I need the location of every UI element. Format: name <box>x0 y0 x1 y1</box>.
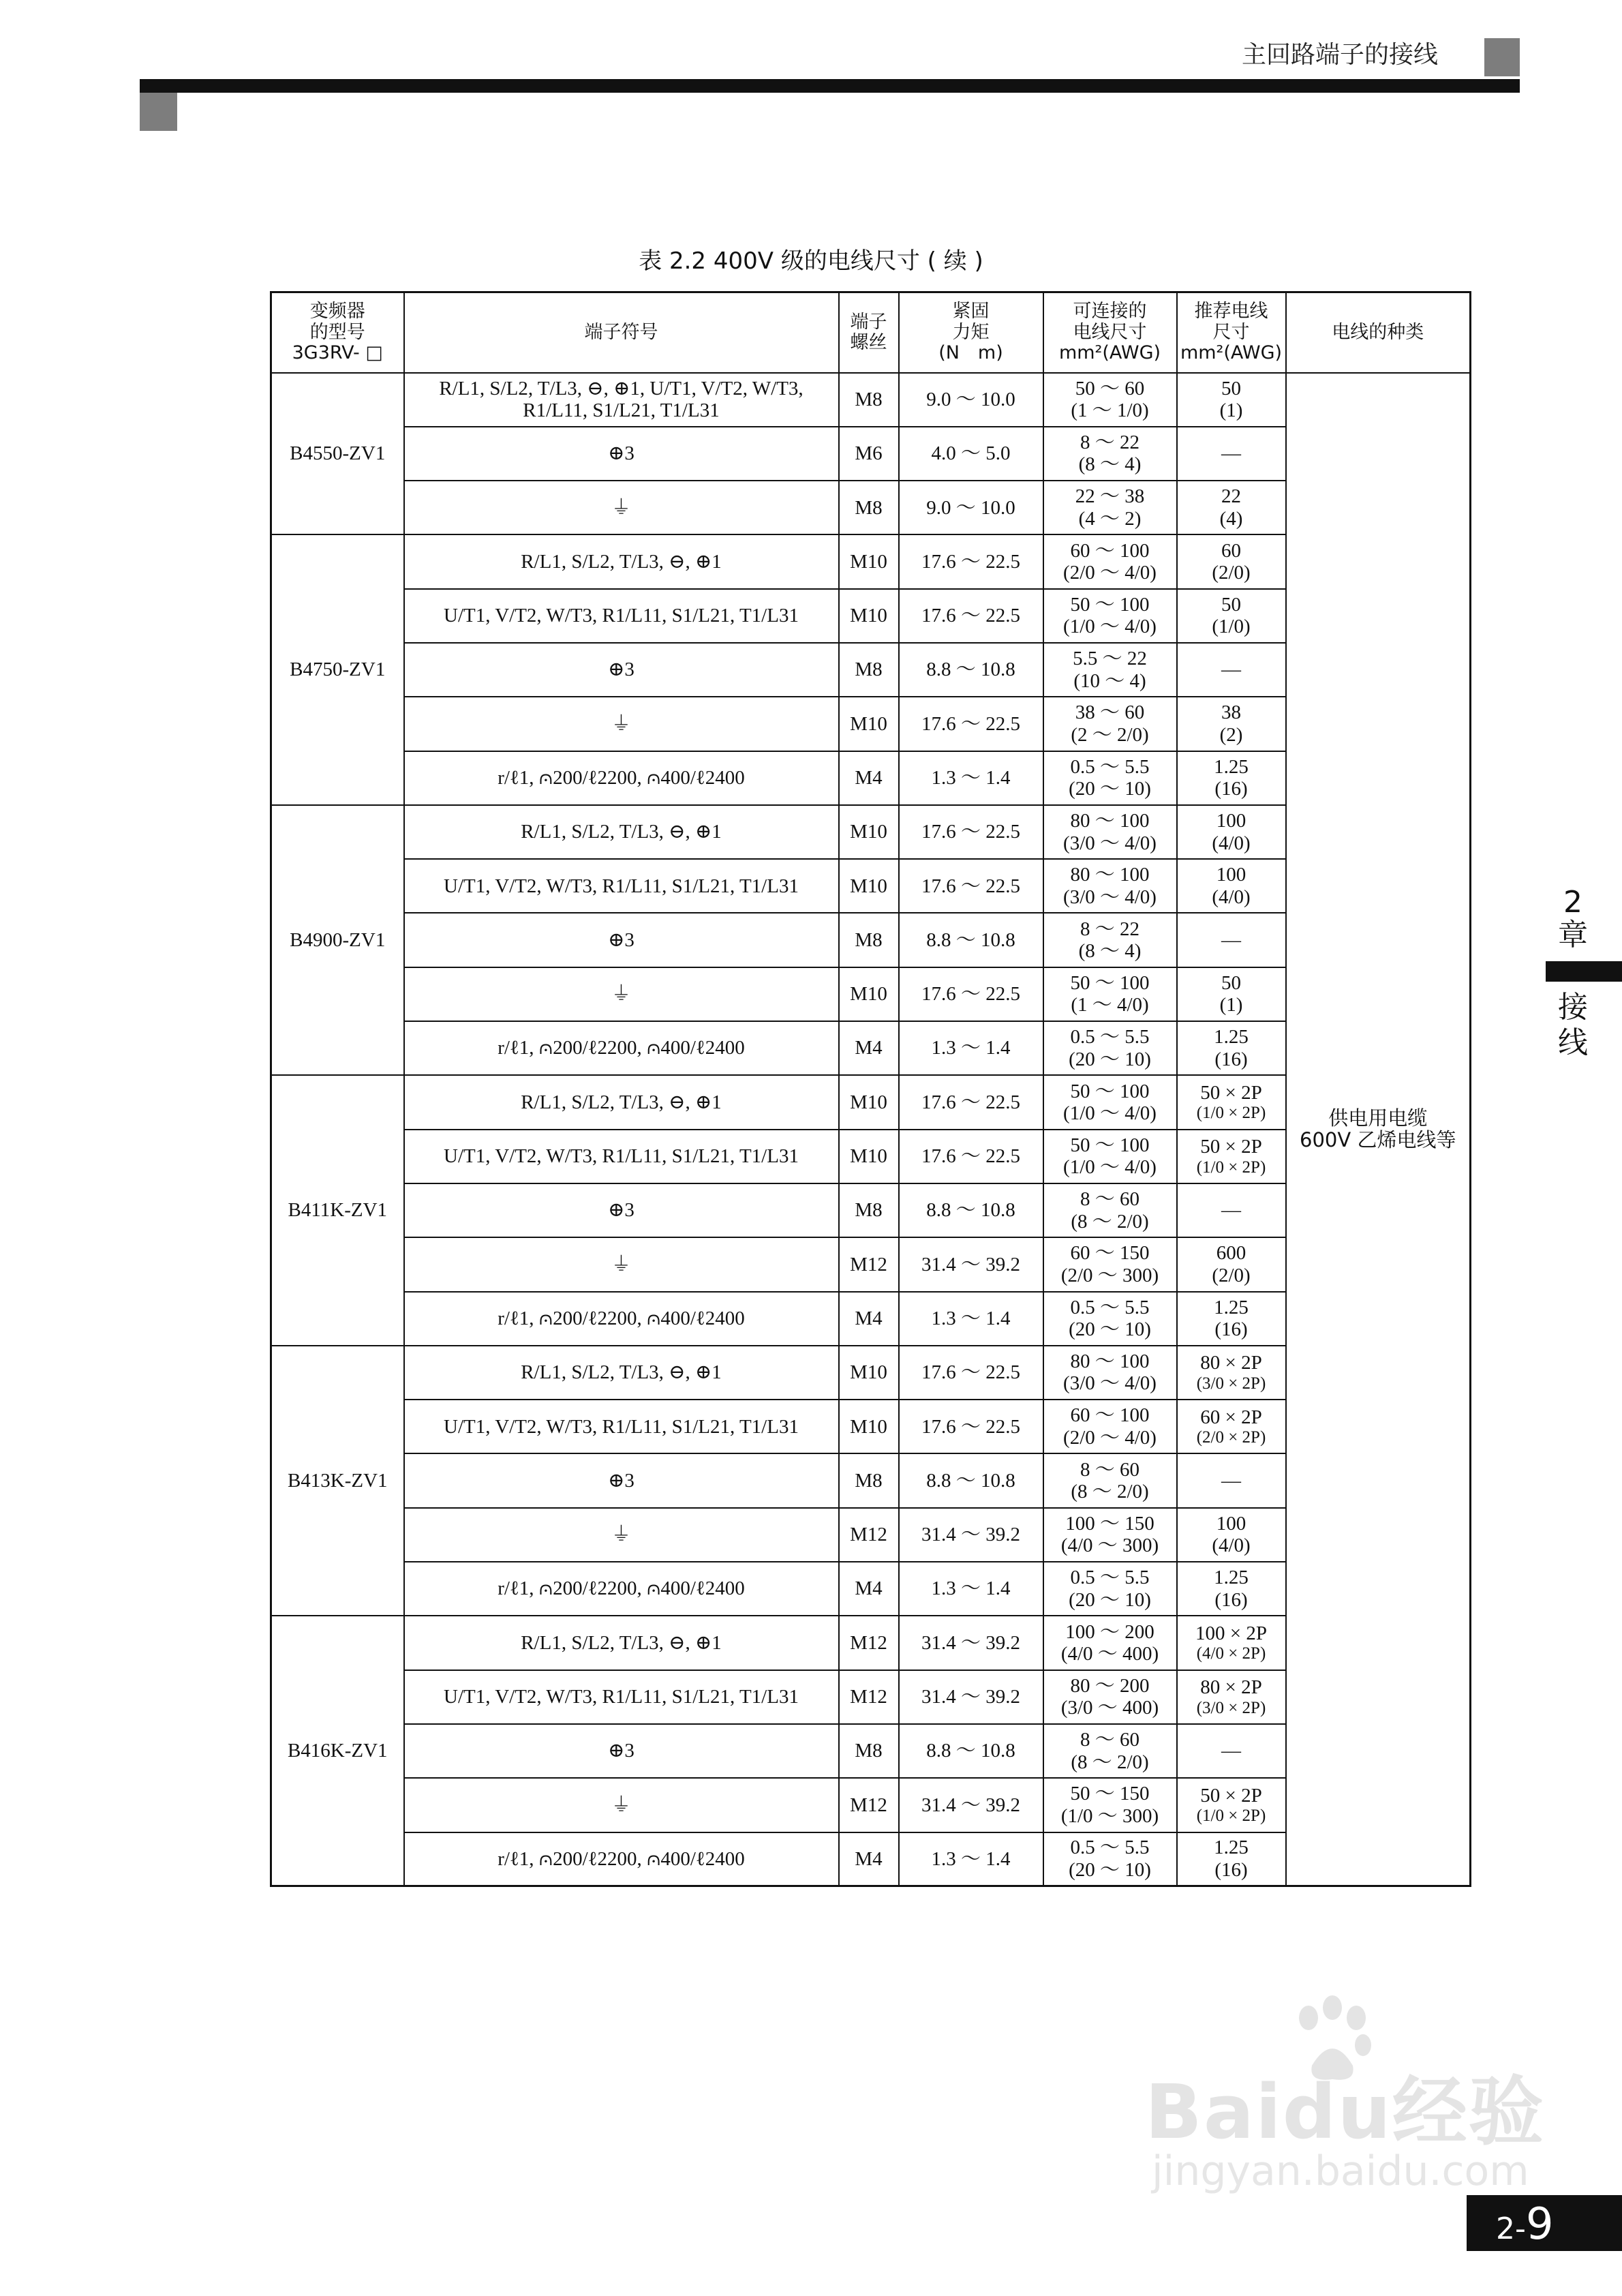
size-line: 0.5 ～ 5.5 <box>1070 1837 1150 1859</box>
header-title: 主回路端子的接线 <box>1241 41 1438 69</box>
size-cell <box>1043 534 1177 588</box>
terminal-cell: R/L1, S/L2, T/L3, ⊖, ⊕1 <box>404 805 839 859</box>
size-line: 8 ～ 60 <box>1080 1458 1139 1481</box>
rec-line: — <box>1221 1740 1241 1762</box>
size-line: 50 ～ 150 <box>1070 1783 1150 1805</box>
rec-line: (2/0) <box>1212 562 1251 584</box>
size-cell <box>1043 1183 1177 1237</box>
terminal-cell: ⏚ <box>404 967 839 1021</box>
torque-cell: 17.6 ～ 22.5 <box>899 805 1043 859</box>
screw-cell: M10 <box>839 1400 899 1453</box>
rec-line: (4/0) <box>1212 886 1251 908</box>
header-marker-left <box>140 93 177 131</box>
size-line: (2/0 ～ 4/0) <box>1063 1426 1157 1449</box>
col-header-recommended <box>1177 292 1286 373</box>
size-line: 60 ～ 100 <box>1070 539 1150 562</box>
torque-cell: 1.3 ～ 1.4 <box>899 1021 1043 1075</box>
screw-cell: M8 <box>839 913 899 967</box>
recommended-cell <box>1177 1021 1286 1075</box>
torque-cell: 8.8 ～ 10.8 <box>899 1724 1043 1778</box>
rec-line: — <box>1221 1469 1241 1492</box>
model-cell: B416K-ZV1 <box>271 1616 404 1886</box>
terminal-cell: U/T1, V/T2, W/T3, R1/L11, S1/L21, T1/L31 <box>404 589 839 643</box>
size-cell <box>1043 805 1177 859</box>
size-cell <box>1043 1130 1177 1183</box>
rec-line: 50 × 2P <box>1200 1784 1262 1807</box>
page-number <box>1496 2199 1554 2250</box>
size-cell <box>1043 1562 1177 1616</box>
screw-cell: M12 <box>839 1237 899 1291</box>
screw-cell: M10 <box>839 1130 899 1183</box>
torque-cell: 8.8 ～ 10.8 <box>899 643 1043 697</box>
rec-line: 1.25 <box>1214 1296 1249 1318</box>
rec-line: (1) <box>1219 994 1243 1016</box>
torque-cell: 4.0 ～ 5.0 <box>899 427 1043 481</box>
screw-cell: M10 <box>839 534 899 588</box>
recommended-cell <box>1177 373 1286 427</box>
torque-cell: 1.3 ～ 1.4 <box>899 1562 1043 1616</box>
screw-cell: M10 <box>839 967 899 1021</box>
screw-cell: M10 <box>839 697 899 751</box>
size-cell <box>1043 427 1177 481</box>
size-cell <box>1043 913 1177 967</box>
size-line: 50 ～ 60 <box>1075 377 1145 399</box>
screw-cell: M4 <box>839 1562 899 1616</box>
size-line: (1/0 ～ 4/0) <box>1063 616 1157 638</box>
rec-line: (1/0 × 2P) <box>1196 1104 1266 1123</box>
size-cell <box>1043 1453 1177 1507</box>
screw-cell: M10 <box>839 859 899 913</box>
size-line: 50 ～ 100 <box>1070 971 1150 994</box>
size-cell <box>1043 481 1177 534</box>
page-number-value: 9 <box>1525 2199 1554 2250</box>
wire-type-line: 供电用电缆 <box>1328 1106 1428 1130</box>
recommended-cell <box>1177 643 1286 697</box>
screw-cell: M8 <box>839 1453 899 1507</box>
model-cell: B4550-ZV1 <box>271 373 404 535</box>
rec-line: (2/0 × 2P) <box>1196 1428 1266 1447</box>
rec-line: 50 <box>1221 971 1241 994</box>
recommended-cell <box>1177 481 1286 534</box>
terminal-cell: ⊕3 <box>404 913 839 967</box>
size-line: 80 ～ 100 <box>1070 864 1150 886</box>
table-body <box>271 373 1471 1886</box>
screw-cell: M12 <box>839 1778 899 1832</box>
rec-line: 80 × 2P <box>1200 1352 1262 1374</box>
col-header-torque-line: (N m) <box>938 342 1003 363</box>
size-line: 0.5 ～ 5.5 <box>1070 1026 1150 1048</box>
recommended-cell <box>1177 1183 1286 1237</box>
size-cell <box>1043 1670 1177 1724</box>
terminal-cell: ⊕3 <box>404 1183 839 1237</box>
rec-line: 1.25 <box>1214 1837 1249 1859</box>
rec-line: 1.25 <box>1214 1567 1249 1589</box>
size-line: 8 ～ 60 <box>1080 1729 1139 1751</box>
rec-line: (1/0) <box>1212 616 1251 638</box>
recommended-cell <box>1177 1075 1286 1129</box>
col-header-screw-line: 端子 <box>850 311 887 333</box>
size-line: (3/0 ～ 4/0) <box>1063 1372 1157 1395</box>
size-cell <box>1043 1237 1177 1291</box>
size-line: (20 ～ 10) <box>1069 1048 1151 1070</box>
rec-line: 80 × 2P <box>1200 1676 1262 1699</box>
rec-line: (4/0 × 2P) <box>1196 1644 1266 1663</box>
terminal-cell: ⏚ <box>404 697 839 751</box>
col-header-model <box>271 292 404 373</box>
size-cell <box>1043 1292 1177 1346</box>
torque-cell: 17.6 ～ 22.5 <box>899 1346 1043 1400</box>
rec-line: (4/0) <box>1212 1535 1251 1557</box>
torque-cell: 9.0 ～ 10.0 <box>899 481 1043 534</box>
recommended-cell <box>1177 1400 1286 1453</box>
torque-cell: 17.6 ～ 22.5 <box>899 1130 1043 1183</box>
recommended-cell <box>1177 1562 1286 1616</box>
size-cell <box>1043 1346 1177 1400</box>
terminal-cell: r/ℓ1, ⩀200/ℓ2200, ⩀400/ℓ2400 <box>404 1021 839 1075</box>
torque-cell: 1.3 ～ 1.4 <box>899 751 1043 805</box>
size-cell <box>1043 1021 1177 1075</box>
torque-cell: 9.0 ～ 10.0 <box>899 373 1043 427</box>
screw-cell: M12 <box>839 1616 899 1670</box>
col-header-rec-line: mm²(AWG) <box>1180 342 1283 363</box>
size-line: (8 ～ 4) <box>1078 940 1142 963</box>
recommended-cell <box>1177 859 1286 913</box>
terminal-cell: ⏚ <box>404 1237 839 1291</box>
size-cell <box>1043 1400 1177 1453</box>
size-cell <box>1043 1075 1177 1129</box>
col-header-size-line: 可连接的 <box>1073 301 1147 322</box>
rec-line: 50 <box>1221 377 1241 399</box>
table-row <box>271 373 1471 427</box>
terminal-cell: r/ℓ1, ⩀200/ℓ2200, ⩀400/ℓ2400 <box>404 1832 839 1886</box>
screw-cell: M8 <box>839 643 899 697</box>
size-line: (2/0 ～ 4/0) <box>1063 562 1157 584</box>
rec-line: — <box>1221 442 1241 465</box>
recommended-cell <box>1177 534 1286 588</box>
chapter-tab-bar <box>1546 961 1622 982</box>
torque-cell: 1.3 ～ 1.4 <box>899 1832 1043 1886</box>
terminal-cell: ⊕3 <box>404 1453 839 1507</box>
size-line: 0.5 ～ 5.5 <box>1070 1567 1150 1589</box>
size-line: (1/0 ～ 4/0) <box>1063 1102 1157 1124</box>
screw-cell: M4 <box>839 1832 899 1886</box>
size-line: 8 ～ 22 <box>1080 918 1139 940</box>
size-line: 5.5 ～ 22 <box>1073 648 1147 670</box>
terminal-cell: r/ℓ1, ⩀200/ℓ2200, ⩀400/ℓ2400 <box>404 1292 839 1346</box>
rec-line: 38 <box>1221 701 1241 724</box>
rec-line: (16) <box>1214 1048 1248 1070</box>
rec-line: — <box>1221 928 1241 951</box>
rec-line: 22 <box>1221 485 1241 508</box>
torque-cell: 17.6 ～ 22.5 <box>899 1400 1043 1453</box>
recommended-cell <box>1177 1616 1286 1670</box>
size-line: (3/0 ～ 400) <box>1060 1697 1159 1719</box>
rec-line: 100 <box>1216 1512 1246 1535</box>
chapter-number: 2 <box>1563 885 1582 920</box>
terminal-cell: R/L1, S/L2, T/L3, ⊖, ⊕1, U/T1, V/T2, W/T3, R1/L11, S1/L21, T1/L31 <box>404 373 839 427</box>
rec-line: (16) <box>1214 1858 1248 1881</box>
terminal-cell: U/T1, V/T2, W/T3, R1/L11, S1/L21, T1/L31 <box>404 1670 839 1724</box>
header-marker-right <box>1484 38 1520 76</box>
col-header-size <box>1043 292 1177 373</box>
torque-cell: 17.6 ～ 22.5 <box>899 534 1043 588</box>
model-cell: B4900-ZV1 <box>271 805 404 1075</box>
recommended-cell <box>1177 1724 1286 1778</box>
rec-line: 100 <box>1216 810 1246 832</box>
terminal-cell: ⏚ <box>404 481 839 534</box>
size-line: 50 ～ 100 <box>1070 593 1150 616</box>
col-header-rec-line: 尺寸 <box>1212 321 1250 343</box>
rec-line: 60 × 2P <box>1200 1406 1262 1428</box>
screw-cell: M4 <box>839 1021 899 1075</box>
rec-line: (16) <box>1214 778 1248 800</box>
screw-cell: M10 <box>839 1346 899 1400</box>
size-cell <box>1043 1616 1177 1670</box>
size-line: (20 ～ 10) <box>1069 1858 1151 1881</box>
wire-type-line: 600V 乙烯电线等 <box>1300 1128 1456 1152</box>
rec-line: 100 × 2P <box>1195 1622 1267 1644</box>
col-header-size-line: mm²(AWG) <box>1058 342 1161 363</box>
screw-cell: M8 <box>839 373 899 427</box>
col-header-wire-type: 电线的种类 <box>1286 292 1471 373</box>
chapter-word: 章 <box>1558 918 1588 952</box>
size-cell <box>1043 967 1177 1021</box>
rec-line: 50 × 2P <box>1200 1136 1262 1158</box>
size-line: 50 ～ 100 <box>1070 1080 1150 1102</box>
size-cell <box>1043 589 1177 643</box>
size-cell <box>1043 643 1177 697</box>
recommended-cell <box>1177 751 1286 805</box>
table-header-row <box>271 292 1471 373</box>
terminal-cell: r/ℓ1, ⩀200/ℓ2200, ⩀400/ℓ2400 <box>404 1562 839 1616</box>
size-line: 8 ～ 22 <box>1080 431 1139 453</box>
size-line: (8 ～ 4) <box>1078 453 1142 476</box>
rec-line: 600 <box>1216 1242 1246 1265</box>
watermark-url: jingyan.baidu.com <box>1152 2147 1529 2195</box>
rec-line: 1.25 <box>1214 755 1249 778</box>
size-cell <box>1043 859 1177 913</box>
screw-cell: M10 <box>839 589 899 643</box>
model-cell: B413K-ZV1 <box>271 1346 404 1616</box>
section-tab <box>1546 990 1600 1061</box>
col-header-model-line: 3G3RV- □ <box>292 342 383 363</box>
size-line: (4/0 ～ 400) <box>1060 1642 1159 1665</box>
size-line: 22 ～ 38 <box>1075 485 1145 508</box>
size-line: 80 ～ 100 <box>1070 810 1150 832</box>
terminal-cell: ⊕3 <box>404 643 839 697</box>
recommended-cell <box>1177 589 1286 643</box>
size-cell <box>1043 373 1177 427</box>
terminal-cell: R/L1, S/L2, T/L3, ⊖, ⊕1 <box>404 1075 839 1129</box>
screw-cell: M6 <box>839 427 899 481</box>
col-header-screw-line: 螺丝 <box>850 331 887 353</box>
size-line: 38 ～ 60 <box>1075 701 1145 724</box>
size-line: (2 ～ 2/0) <box>1071 723 1149 746</box>
rec-line: (4) <box>1219 507 1243 530</box>
col-header-screw <box>839 292 899 373</box>
terminal-cell: ⊕3 <box>404 427 839 481</box>
recommended-cell <box>1177 913 1286 967</box>
terminal-cell: U/T1, V/T2, W/T3, R1/L11, S1/L21, T1/L31 <box>404 1130 839 1183</box>
screw-cell: M10 <box>839 1075 899 1129</box>
torque-cell: 31.4 ～ 39.2 <box>899 1508 1043 1562</box>
rec-line: 100 <box>1216 864 1246 886</box>
size-line: 100 ～ 200 <box>1065 1620 1154 1643</box>
rec-line: 50 <box>1221 593 1241 616</box>
torque-cell: 8.8 ～ 10.8 <box>899 913 1043 967</box>
terminal-cell: r/ℓ1, ⩀200/ℓ2200, ⩀400/ℓ2400 <box>404 751 839 805</box>
col-header-size-line: 电线尺寸 <box>1073 321 1147 343</box>
recommended-cell <box>1177 1346 1286 1400</box>
size-cell <box>1043 1724 1177 1778</box>
model-cell: B411K-ZV1 <box>271 1075 404 1345</box>
col-header-rec-line: 推荐电线 <box>1194 301 1268 322</box>
size-line: (2/0 ～ 300) <box>1060 1264 1159 1286</box>
torque-cell: 31.4 ～ 39.2 <box>899 1778 1043 1832</box>
recommended-cell <box>1177 427 1286 481</box>
terminal-cell: R/L1, S/L2, T/L3, ⊖, ⊕1 <box>404 534 839 588</box>
rec-line: (4/0) <box>1212 832 1251 854</box>
terminal-cell: ⊕3 <box>404 1724 839 1778</box>
screw-cell: M8 <box>839 1724 899 1778</box>
col-header-model-line: 变频器 <box>309 301 365 322</box>
size-line: 8 ～ 60 <box>1080 1188 1139 1211</box>
watermark-logo: Baidu经验 <box>1145 2068 1545 2156</box>
screw-cell: M8 <box>839 481 899 534</box>
size-line: 0.5 ～ 5.5 <box>1070 755 1150 778</box>
rec-line: — <box>1221 1199 1241 1222</box>
torque-cell: 17.6 ～ 22.5 <box>899 589 1043 643</box>
size-line: 0.5 ～ 5.5 <box>1070 1296 1150 1318</box>
page-prefix: 2- <box>1496 2211 1526 2246</box>
size-cell <box>1043 1508 1177 1562</box>
recommended-cell <box>1177 1237 1286 1291</box>
section-char: 线 <box>1558 1025 1588 1060</box>
size-cell <box>1043 1832 1177 1886</box>
header-rule <box>140 79 1520 93</box>
size-line: (8 ～ 2/0) <box>1071 1210 1149 1233</box>
size-line: (8 ～ 2/0) <box>1071 1481 1149 1503</box>
col-header-torque-line: 力矩 <box>952 321 990 343</box>
size-cell <box>1043 751 1177 805</box>
rec-line: (1) <box>1219 399 1243 422</box>
size-line: (8 ～ 2/0) <box>1071 1751 1149 1773</box>
size-line: 100 ～ 150 <box>1065 1512 1154 1535</box>
rec-line: (2) <box>1219 723 1243 746</box>
torque-cell: 17.6 ～ 22.5 <box>899 967 1043 1021</box>
torque-cell: 8.8 ～ 10.8 <box>899 1183 1043 1237</box>
terminal-cell: U/T1, V/T2, W/T3, R1/L11, S1/L21, T1/L31 <box>404 859 839 913</box>
recommended-cell <box>1177 697 1286 751</box>
recommended-cell <box>1177 967 1286 1021</box>
size-line: (1 ～ 1/0) <box>1071 399 1149 422</box>
screw-cell: M4 <box>839 751 899 805</box>
rec-line: — <box>1221 659 1241 681</box>
torque-cell: 1.3 ～ 1.4 <box>899 1292 1043 1346</box>
terminal-cell: U/T1, V/T2, W/T3, R1/L11, S1/L21, T1/L31 <box>404 1400 839 1453</box>
screw-cell: M10 <box>839 805 899 859</box>
size-cell <box>1043 1778 1177 1832</box>
torque-cell: 31.4 ～ 39.2 <box>899 1616 1043 1670</box>
screw-cell: M4 <box>839 1292 899 1346</box>
screw-cell: M12 <box>839 1508 899 1562</box>
screw-cell: M8 <box>839 1183 899 1237</box>
chapter-tab <box>1546 886 1600 952</box>
size-line: 60 ～ 150 <box>1070 1242 1150 1265</box>
torque-cell: 17.6 ～ 22.5 <box>899 697 1043 751</box>
rec-line: (1/0 × 2P) <box>1196 1807 1266 1826</box>
recommended-cell <box>1177 1778 1286 1832</box>
recommended-cell <box>1177 1292 1286 1346</box>
torque-cell: 17.6 ～ 22.5 <box>899 859 1043 913</box>
table-caption: 表 2.2 400V 级的电线尺寸 ( 续 ) <box>639 247 983 275</box>
size-line: (1/0 ～ 4/0) <box>1063 1156 1157 1179</box>
col-header-terminal: 端子符号 <box>404 292 839 373</box>
size-line: (10 ～ 4) <box>1073 669 1146 692</box>
recommended-cell <box>1177 1453 1286 1507</box>
torque-cell: 31.4 ～ 39.2 <box>899 1670 1043 1724</box>
size-line: (4 ～ 2) <box>1078 507 1142 530</box>
torque-cell: 17.6 ～ 22.5 <box>899 1075 1043 1129</box>
model-cell: B4750-ZV1 <box>271 534 404 804</box>
size-line: (1 ～ 4/0) <box>1071 994 1149 1016</box>
terminal-cell: ⏚ <box>404 1778 839 1832</box>
size-line: (1/0 ～ 300) <box>1060 1804 1159 1827</box>
wire-size-table <box>270 291 1471 1887</box>
rec-line: (3/0 × 2P) <box>1196 1698 1266 1717</box>
size-line: 80 ～ 200 <box>1070 1674 1150 1697</box>
terminal-cell: R/L1, S/L2, T/L3, ⊖, ⊕1 <box>404 1616 839 1670</box>
rec-line: (2/0) <box>1212 1264 1251 1286</box>
wire-type-cell <box>1286 373 1471 1886</box>
size-line: (20 ～ 10) <box>1069 778 1151 800</box>
size-line: 60 ～ 100 <box>1070 1404 1150 1427</box>
size-cell <box>1043 697 1177 751</box>
recommended-cell <box>1177 1832 1286 1886</box>
rec-line: (3/0 × 2P) <box>1196 1374 1266 1393</box>
rec-line: (16) <box>1214 1588 1248 1611</box>
recommended-cell <box>1177 1130 1286 1183</box>
rec-line: 60 <box>1221 539 1241 562</box>
terminal-cell: ⏚ <box>404 1508 839 1562</box>
size-line: 80 ～ 100 <box>1070 1350 1150 1373</box>
rec-line: 50 × 2P <box>1200 1081 1262 1104</box>
rec-line: 1.25 <box>1214 1026 1249 1048</box>
col-header-torque-line: 紧固 <box>952 301 990 322</box>
col-header-torque <box>899 292 1043 373</box>
recommended-cell <box>1177 1670 1286 1724</box>
rec-line: (16) <box>1214 1318 1248 1341</box>
recommended-cell <box>1177 805 1286 859</box>
size-line: (4/0 ～ 300) <box>1060 1535 1159 1557</box>
size-line: (3/0 ～ 4/0) <box>1063 832 1157 854</box>
screw-cell: M12 <box>839 1670 899 1724</box>
recommended-cell <box>1177 1508 1286 1562</box>
torque-cell: 31.4 ～ 39.2 <box>899 1237 1043 1291</box>
size-line: (20 ～ 10) <box>1069 1318 1151 1341</box>
size-line: 50 ～ 100 <box>1070 1134 1150 1156</box>
torque-cell: 8.8 ～ 10.8 <box>899 1453 1043 1507</box>
section-char: 接 <box>1558 990 1588 1025</box>
col-header-model-line: 的型号 <box>309 321 365 343</box>
size-line: (20 ～ 10) <box>1069 1588 1151 1611</box>
terminal-cell: R/L1, S/L2, T/L3, ⊖, ⊕1 <box>404 1346 839 1400</box>
size-line: (3/0 ～ 4/0) <box>1063 886 1157 908</box>
rec-line: (1/0 × 2P) <box>1196 1158 1266 1177</box>
